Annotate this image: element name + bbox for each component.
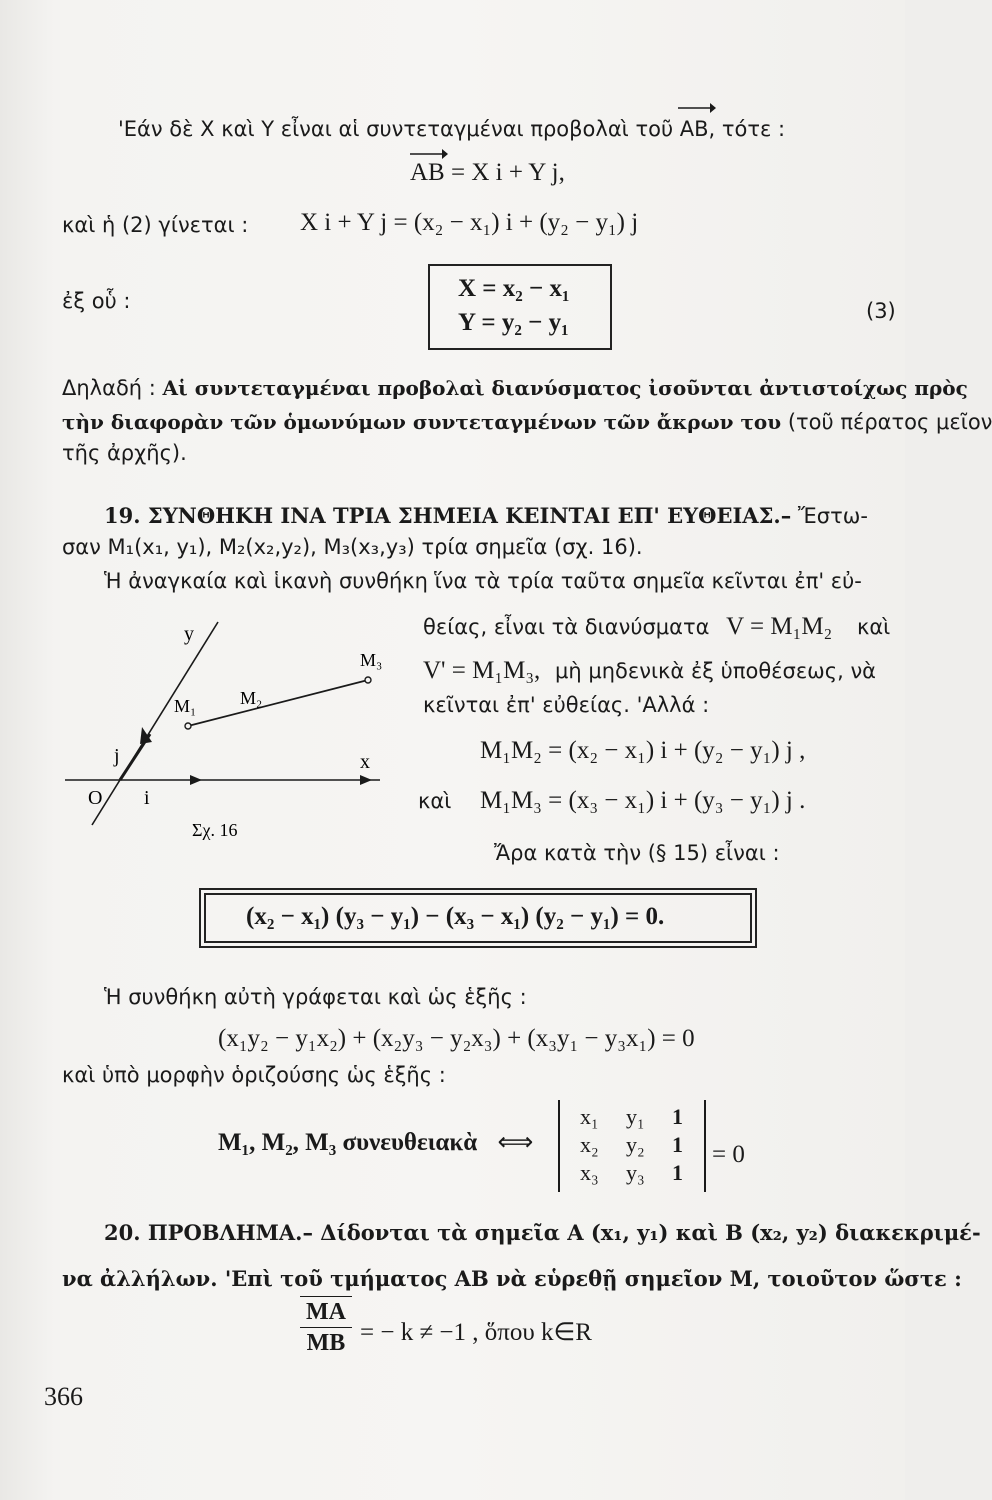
section-19-condition-intro: Ἡ ἀναγκαία καὶ ἱκανὴ συνθήκη ἵνα τὰ τρία ταῦτα σημεῖα κεῖνται ἐπ' εὐ- <box>104 569 862 593</box>
equation-m1m2: M₁M₂ = (x₂ − x₁) i + (y₂ − y₁) j , <box>480 737 806 764</box>
segment-m1-m2 <box>188 680 368 726</box>
determinant-cell: y₃ <box>626 1160 645 1185</box>
vectors-line-2: V' = M₁M₃, μὴ μηδενικὰ ἐξ ὑποθέσεως, νὰ <box>423 657 877 684</box>
section-19-title: 19. ΣΥΝΘΗΚΗ ΙΝΑ ΤΡΙΑ ΣΗΜΕΙΑ ΚΕΙΝΤΑΙ ΕΠ' ΕΥΘΕΙΑΣ.– Ἔστω- <box>104 503 868 528</box>
determinant-cell: y₁ <box>626 1104 645 1129</box>
point-m3 <box>365 677 371 683</box>
ex-ou-line: ἐξ οὗ : <box>62 289 131 313</box>
collinear-statement: M₁, M₂, M₃ συνευθειακὰ ⟺ <box>218 1129 534 1156</box>
definition-line-2: τὴν διαφορὰν τῶν ὁμωνύμων συντεταγμένων τῶν ἄκρων του (τοῦ πέρατος μεῖον <box>62 410 992 434</box>
equation-cyclic: (x₁y₂ − y₁x₂) + (x₂y₃ − y₂x₃) + (x₃y₁ − y₃x₁) = 0 <box>218 1025 695 1052</box>
fraction-numerator: MA <box>300 1296 352 1327</box>
section-20-line-1: 20. ΠΡΟΒΛΗΜΑ.– Δίδονται τὰ σημεῖα A (x₁, y₁) καὶ B (x₂, y₂) διακεκριμέ- <box>104 1220 981 1245</box>
x-label: x <box>360 751 370 773</box>
intro-line: 'Εάν δὲ X καὶ Y εἶναι αἱ συντεταγμέναι προβολαὶ τοῦ AB, τότε : <box>118 117 786 141</box>
condition-equation: (x₂ − x₁) (y₃ − y₁) − (x₃ − x₁) (y₂ − y₁) = 0. <box>246 903 665 930</box>
determinant-intro-line: καὶ ὑπὸ μορφὴν ὁριζούσης ὡς ἑξῆς : <box>62 1063 446 1087</box>
m1-label: M₁ <box>174 696 197 716</box>
determinant-cell: 1 <box>672 1160 683 1185</box>
iff-arrow-icon: ⟺ <box>497 1129 534 1156</box>
determinant-cell: 1 <box>672 1132 683 1157</box>
x-axis-arrow-icon <box>190 775 202 785</box>
ab-vector-arrow-icon <box>408 144 448 160</box>
fraction <box>300 1296 352 1358</box>
i-label: i <box>144 787 150 809</box>
vectors-line: θείας, εἶναι τὰ διανύσματα V = M₁M₂ καὶ <box>423 613 891 640</box>
figure-16 <box>60 610 430 850</box>
determinant-cell: 1 <box>672 1104 683 1129</box>
equation-ab: AB = X i + Y j, <box>410 159 565 186</box>
equation-m1m3: M₁M₃ = (x₃ − x₁) i + (y₃ − y₁) j . <box>480 787 806 814</box>
determinant-cell: x₂ <box>580 1132 599 1157</box>
x-axis-end-arrow-icon <box>360 775 372 785</box>
definition-line-1: Δηλαδή : Αἱ συντεταγμέναι προβολαὶ διανύσματος ἰσοῦνται ἀντιστοίχως πρὸς <box>62 376 968 400</box>
equation-2: X i + Y j = (x₂ − x₁) i + (y₂ − y₁) j <box>300 209 639 236</box>
section-20-line-2: να ἀλλήλων. 'Επὶ τοῦ τμήματος AB νὰ εὑρεθῇ σημεῖον M, τοιοῦτον ὥστε : <box>62 1266 962 1291</box>
condition-rewrite-line: Ἡ συνθήκη αὐτὴ γράφεται καὶ ὡς ἑξῆς : <box>104 985 527 1009</box>
determinant-left-bar <box>558 1100 560 1192</box>
figure-caption: Σχ. 16 <box>192 820 238 840</box>
kai-word: καὶ <box>418 789 452 813</box>
fraction-denominator: MB <box>300 1327 352 1358</box>
origin-label: O <box>88 787 103 809</box>
determinant-cell: x₃ <box>580 1160 599 1185</box>
kai-h2-line: καὶ ἡ (2) γίνεται : <box>62 213 249 237</box>
j-label: j <box>114 745 120 767</box>
y-label: y <box>184 623 194 645</box>
box-y-equation: Y = y₂ − y₁ <box>458 309 569 336</box>
point-m1 <box>185 723 191 729</box>
condition-box <box>204 893 752 943</box>
vectors-line-3: κεῖνται ἐπ' εὐθείας. 'Αλλά : <box>423 693 710 717</box>
determinant-equals: = 0 <box>712 1141 745 1168</box>
fraction-condition: = − k ≠ −1 , ὅπου k∈R <box>360 1319 592 1346</box>
result-box-xy <box>428 264 612 350</box>
determinant-right-bar <box>704 1100 706 1192</box>
ara-line: Ἄρα κατὰ τὴν (§ 15) εἶναι : <box>494 841 780 865</box>
ab-arrow-icon <box>676 98 716 114</box>
box-x-equation: X = x₂ − x₁ <box>458 275 570 302</box>
m3-label: M₃ <box>360 650 383 670</box>
determinant-cell: x₁ <box>580 1104 599 1129</box>
determinant-cell: y₂ <box>626 1132 645 1157</box>
definition-line-3: τῆς ἀρχῆς). <box>62 441 187 465</box>
equation-label-3: (3) <box>866 299 896 323</box>
m2-label: M₂ <box>240 688 263 708</box>
page-number: 366 <box>44 1382 83 1411</box>
section-19-points: σαν M₁(x₁, y₁), M₂(x₂,y₂), M₃(x₃,y₃) τρία σημεῖα (σχ. 16). <box>62 535 643 559</box>
